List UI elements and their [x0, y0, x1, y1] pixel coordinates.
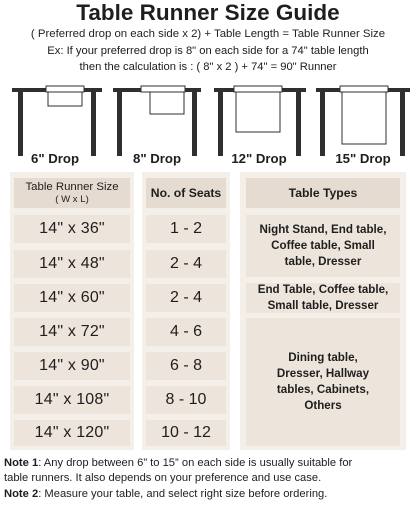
size-cell: 14" x 36"	[39, 220, 105, 237]
note-2-label: Note 2	[4, 488, 39, 500]
drop-label-8: 8" Drop	[132, 151, 182, 166]
table-row	[14, 284, 130, 312]
drop-label-15: 15" Drop	[335, 151, 391, 166]
types-line: Night Stand, End table,	[259, 223, 387, 236]
note-2-text: : Measure your table, and select right size before ordering.	[38, 488, 328, 500]
table-row	[14, 318, 130, 346]
seats-cell: 2 - 4	[169, 255, 202, 272]
seats-cell-box	[146, 318, 226, 346]
table-row	[14, 386, 130, 414]
seats-cell-box	[146, 386, 226, 414]
types-cell-medium	[246, 283, 400, 313]
seats-column-header	[146, 178, 226, 208]
size-cell: 14" x 60"	[39, 289, 105, 306]
drop-illustrations	[0, 78, 416, 158]
seats-cell: 1 - 2	[169, 220, 202, 237]
size-cell: 14" x 90"	[39, 357, 105, 374]
note-1-continued: table runners. It also depends on your preference and use case.	[4, 472, 322, 484]
seats-cell: 6 - 8	[169, 357, 202, 374]
table-row	[14, 420, 130, 446]
types-line: Small table, Dresser	[267, 299, 379, 312]
types-line: Dining table,	[288, 351, 358, 364]
types-line: tables, Cabinets,	[276, 383, 370, 396]
size-header-label: Table Runner Size	[25, 180, 119, 193]
size-cell: 14" x 48"	[39, 255, 105, 272]
types-line: Coffee table, Small	[271, 239, 375, 252]
types-line: End Table, Coffee table,	[257, 283, 389, 296]
size-cell: 14" x 72"	[39, 323, 105, 340]
seats-cell-box	[146, 284, 226, 312]
types-cell-small	[246, 215, 400, 277]
types-header-label: Table Types	[288, 186, 358, 200]
seats-cell-box	[146, 250, 226, 278]
seats-header-label: No. of Seats	[150, 186, 222, 200]
note-1	[4, 456, 414, 471]
types-line: table, Dresser	[284, 255, 362, 268]
seats-cell: 2 - 4	[169, 289, 202, 306]
seats-cell: 4 - 6	[169, 323, 202, 340]
note-2	[4, 487, 414, 502]
example-line-2: then the calculation is : ( 8" x 2 ) + 74" = 90" Runner	[79, 61, 337, 73]
drop-label-6: 6" Drop	[30, 151, 80, 166]
types-line: Others	[304, 399, 342, 412]
page-title: Table Runner Size Guide	[76, 0, 340, 25]
size-header-sub: ( W x L)	[55, 193, 89, 205]
seats-cell: 10 - 12	[161, 424, 211, 441]
table-illustration-15-drop	[316, 86, 410, 156]
seats-cell-box	[146, 215, 226, 243]
formula-text: ( Preferred drop on each side x 2) + Table Length = Table Runner Size	[30, 28, 386, 40]
seats-cell-box	[146, 420, 226, 446]
size-cell: 14" x 108"	[34, 391, 110, 408]
example-line-1: Ex: If your preferred drop is 8" on each side for a 74" table length	[47, 45, 369, 57]
table-row	[14, 352, 130, 380]
types-cell-large	[246, 318, 400, 446]
size-cell: 14" x 120"	[34, 424, 110, 441]
table-row	[14, 250, 130, 278]
note-1-label: Note 1	[4, 457, 39, 469]
seats-cell: 8 - 10	[165, 391, 207, 408]
seats-cell-box	[146, 352, 226, 380]
table-row	[14, 215, 130, 243]
size-column-header	[14, 178, 130, 208]
types-column-header	[246, 178, 400, 208]
table-illustration-6-drop	[12, 86, 102, 156]
table-illustration-8-drop	[113, 86, 201, 156]
note-1-text: : Any drop between 6” to 15” on each side is usually suitable for	[38, 457, 353, 469]
table-illustration-12-drop	[214, 86, 306, 156]
drop-label-12: 12" Drop	[231, 151, 287, 166]
types-line: Dresser, Hallway	[276, 367, 370, 380]
